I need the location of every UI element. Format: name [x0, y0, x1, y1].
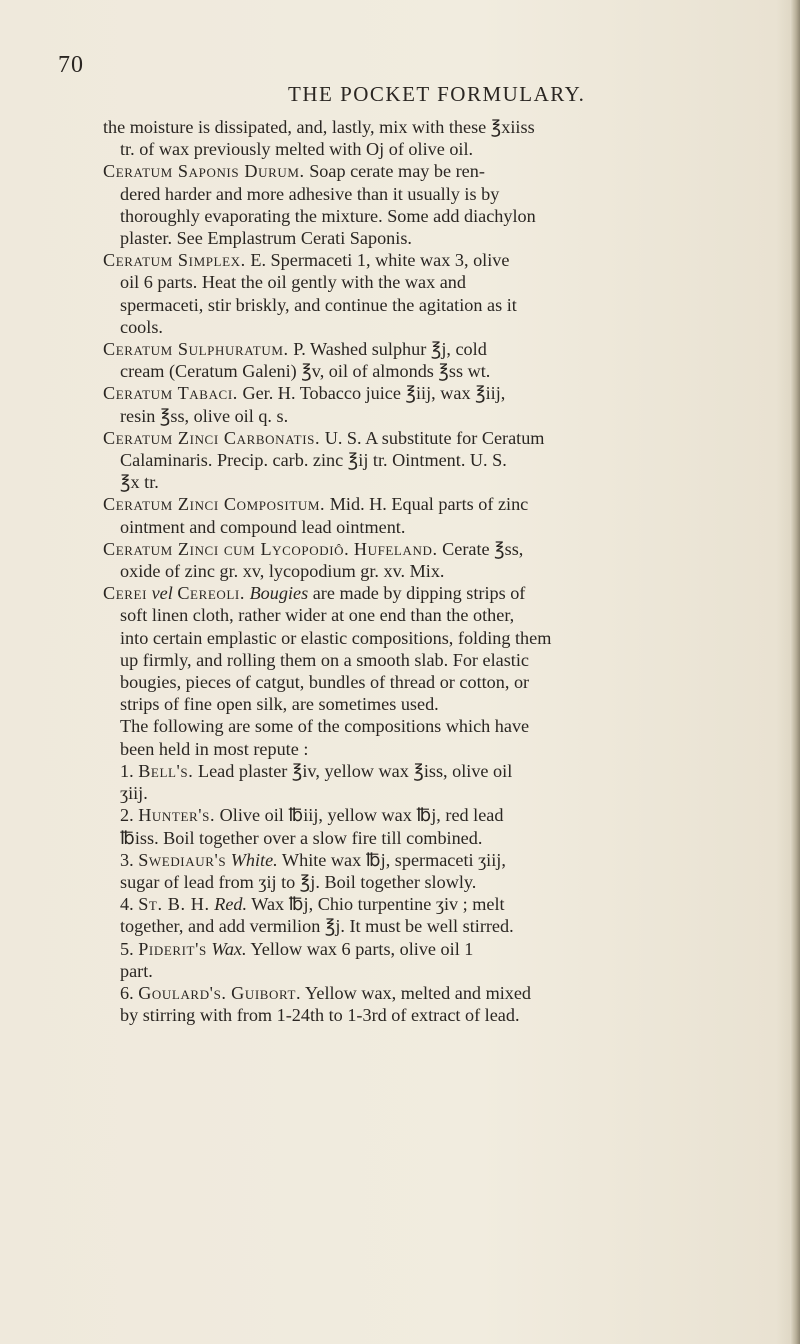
text-run: 5.: [120, 938, 139, 959]
entry-heading: Ceratum Zinci Compositum.: [103, 494, 326, 515]
entry-heading: Hunter's.: [138, 805, 216, 826]
text-run: the moisture is dissipated, and, lastly, mix with these ℥xiiss: [103, 117, 535, 137]
text-run: 1.: [120, 760, 139, 781]
text-line: [103, 249, 781, 271]
text-run: White wax ℔j, spermaceti ʒiij,: [277, 849, 506, 870]
entry-heading: Ceratum Zinci Carbonatis.: [103, 427, 321, 448]
text-line: [103, 738, 781, 760]
text-line: [103, 471, 781, 493]
text-line: [103, 316, 781, 338]
text-run: Yellow wax, melted and mixed: [301, 982, 532, 1003]
italic-text: Bougies: [249, 583, 309, 604]
text-line: [103, 449, 781, 471]
text-run: Wax ℔j, Chio turpentine ʒiv ; melt: [247, 894, 505, 915]
text-line: [103, 915, 781, 937]
text-run: Mid. H. Equal parts of zinc: [325, 494, 529, 515]
text-run: part.: [120, 960, 153, 981]
italic-text: Wax.: [211, 938, 247, 959]
page-edge-shadow: [790, 0, 800, 1344]
text-line: [103, 782, 781, 804]
text-line: [103, 760, 781, 782]
text-run: 3.: [120, 849, 139, 870]
text-line: [103, 893, 781, 915]
entry-heading: Cerei: [103, 583, 148, 604]
text-run: Lead plaster ℥iv, yellow wax ℥iss, olive oil: [193, 760, 513, 781]
text-line: [103, 338, 781, 360]
entry-heading: Cereoli.: [177, 583, 246, 604]
italic-text: Red.: [214, 894, 248, 915]
entry-heading: Guibort.: [231, 982, 302, 1003]
running-title: THE POCKET FORMULARY.: [288, 82, 586, 106]
text-run: been held in most repute :: [120, 738, 309, 759]
text-line: [103, 360, 781, 382]
text-line: [103, 160, 781, 182]
italic-text: White.: [230, 849, 278, 870]
text-line: [103, 849, 781, 871]
text-line: [103, 294, 781, 316]
text-run: ℥x tr.: [120, 472, 159, 493]
entry-heading: Ceratum Simplex.: [103, 250, 246, 271]
entry-heading: Bell's.: [138, 760, 194, 781]
text-run: tr. of wax previously melted with Oj of olive oil.: [120, 139, 474, 160]
text-run: strips of fine open silk, are sometimes used.: [120, 694, 439, 715]
text-run: soft linen cloth, rather wider at one end than the other,: [120, 605, 515, 626]
text-run: into certain emplastic or elastic compositions, folding them: [120, 627, 552, 648]
text-run: Olive oil ℔iij, yellow wax ℔j, red lead: [215, 805, 504, 826]
text-line: [103, 560, 781, 582]
text-run: oxide of zinc gr. xv, lycopodium gr. xv. Mix.: [120, 561, 445, 582]
text-line: [103, 871, 781, 893]
text-run: dered harder and more adhesive than it usually is by: [120, 183, 500, 204]
text-run: U. S. A substitute for Ceratum: [320, 427, 545, 448]
text-run: together, and add vermilion ℥j. It must be well stirred.: [120, 916, 514, 937]
text-run: P. Washed sulphur ℥j, cold: [288, 339, 487, 360]
text-run: resin ℥ss, olive oil q. s.: [120, 405, 289, 426]
text-run: sugar of lead from ʒij to ℥j. Boil together slowly.: [120, 871, 477, 892]
text-run: cools.: [120, 316, 163, 337]
text-line: [103, 382, 781, 404]
text-line: [103, 827, 781, 849]
text-line: [103, 804, 781, 826]
text-run: oil 6 parts. Heat the oil gently with the wax and: [120, 272, 466, 293]
text-run: Soap cerate may be ren-: [304, 161, 485, 182]
entry-heading: St. B. H.: [138, 894, 210, 915]
text-line: [103, 227, 781, 249]
text-run: 6.: [120, 982, 139, 1003]
text-line: [103, 493, 781, 515]
text-line: [103, 405, 781, 427]
text-run: ℔iss. Boil together over a slow fire till combined.: [120, 827, 483, 848]
entry-heading: Goulard's.: [138, 982, 227, 1003]
body-text: [103, 116, 781, 1026]
text-line: [103, 427, 781, 449]
text-run: plaster. See Emplastrum Cerati Saponis.: [120, 228, 412, 249]
text-run: 4.: [120, 894, 139, 915]
text-run: ʒiij.: [120, 783, 148, 804]
text-line: [103, 271, 781, 293]
text-line: [103, 205, 781, 227]
text-run: by stirring with from 1-24th to 1-3rd of extract of lead.: [120, 1005, 520, 1026]
text-line: [103, 538, 781, 560]
text-run: ointment and compound lead ointment.: [120, 516, 406, 537]
text-run: E. Spermaceti 1, white wax 3, olive: [245, 250, 510, 271]
text-run: The following are some of the compositions which have: [120, 716, 530, 737]
text-run: thoroughly evaporating the mixture. Some add diachylon: [120, 205, 536, 226]
text-run: Calaminaris. Precip. carb. zinc ℥ij tr. Ointment. U. S.: [120, 450, 507, 471]
entry-heading: Ceratum Zinci cum Lycopodiô.: [103, 538, 350, 559]
text-line: [103, 627, 781, 649]
text-run: bougies, pieces of catgut, bundles of thread or cotton, or: [120, 672, 530, 693]
text-line: [103, 116, 781, 138]
entry-heading: Hufeland.: [353, 538, 438, 559]
text-line: [103, 982, 781, 1004]
text-line: [103, 516, 781, 538]
text-run: Yellow wax 6 parts, olive oil 1: [246, 938, 474, 959]
text-line: [103, 183, 781, 205]
text-run: cream (Ceratum Galeni) ℥v, oil of almonds ℥ss wt.: [120, 361, 491, 382]
text-line: [103, 649, 781, 671]
text-line: [103, 1004, 781, 1026]
text-run: spermaceti, stir briskly, and continue the agitation as it: [120, 294, 517, 315]
entry-heading: Swediaur's: [138, 849, 227, 870]
text-line: [103, 582, 781, 604]
text-run: 2.: [120, 805, 139, 826]
entry-heading: Ceratum Sulphuratum.: [103, 339, 289, 360]
text-run: Ger. H. Tobacco juice ℥iij, wax ℥iij,: [237, 383, 506, 404]
entry-heading: Piderit's: [138, 938, 207, 959]
page-number: 70: [58, 52, 84, 78]
text-run: are made by dipping strips of: [308, 583, 526, 604]
text-line: [103, 604, 781, 626]
text-run: Cerate ℥ss,: [437, 538, 524, 559]
text-line: [103, 138, 781, 160]
italic-text: vel: [151, 583, 173, 604]
entry-heading: Ceratum Tabaci.: [103, 383, 238, 404]
text-line: [103, 715, 781, 737]
text-line: [103, 938, 781, 960]
text-line: [103, 693, 781, 715]
text-line: [103, 960, 781, 982]
text-run: up firmly, and rolling them on a smooth slab. For elastic: [120, 649, 529, 670]
text-line: [103, 671, 781, 693]
entry-heading: Ceratum Saponis Durum.: [103, 161, 305, 182]
